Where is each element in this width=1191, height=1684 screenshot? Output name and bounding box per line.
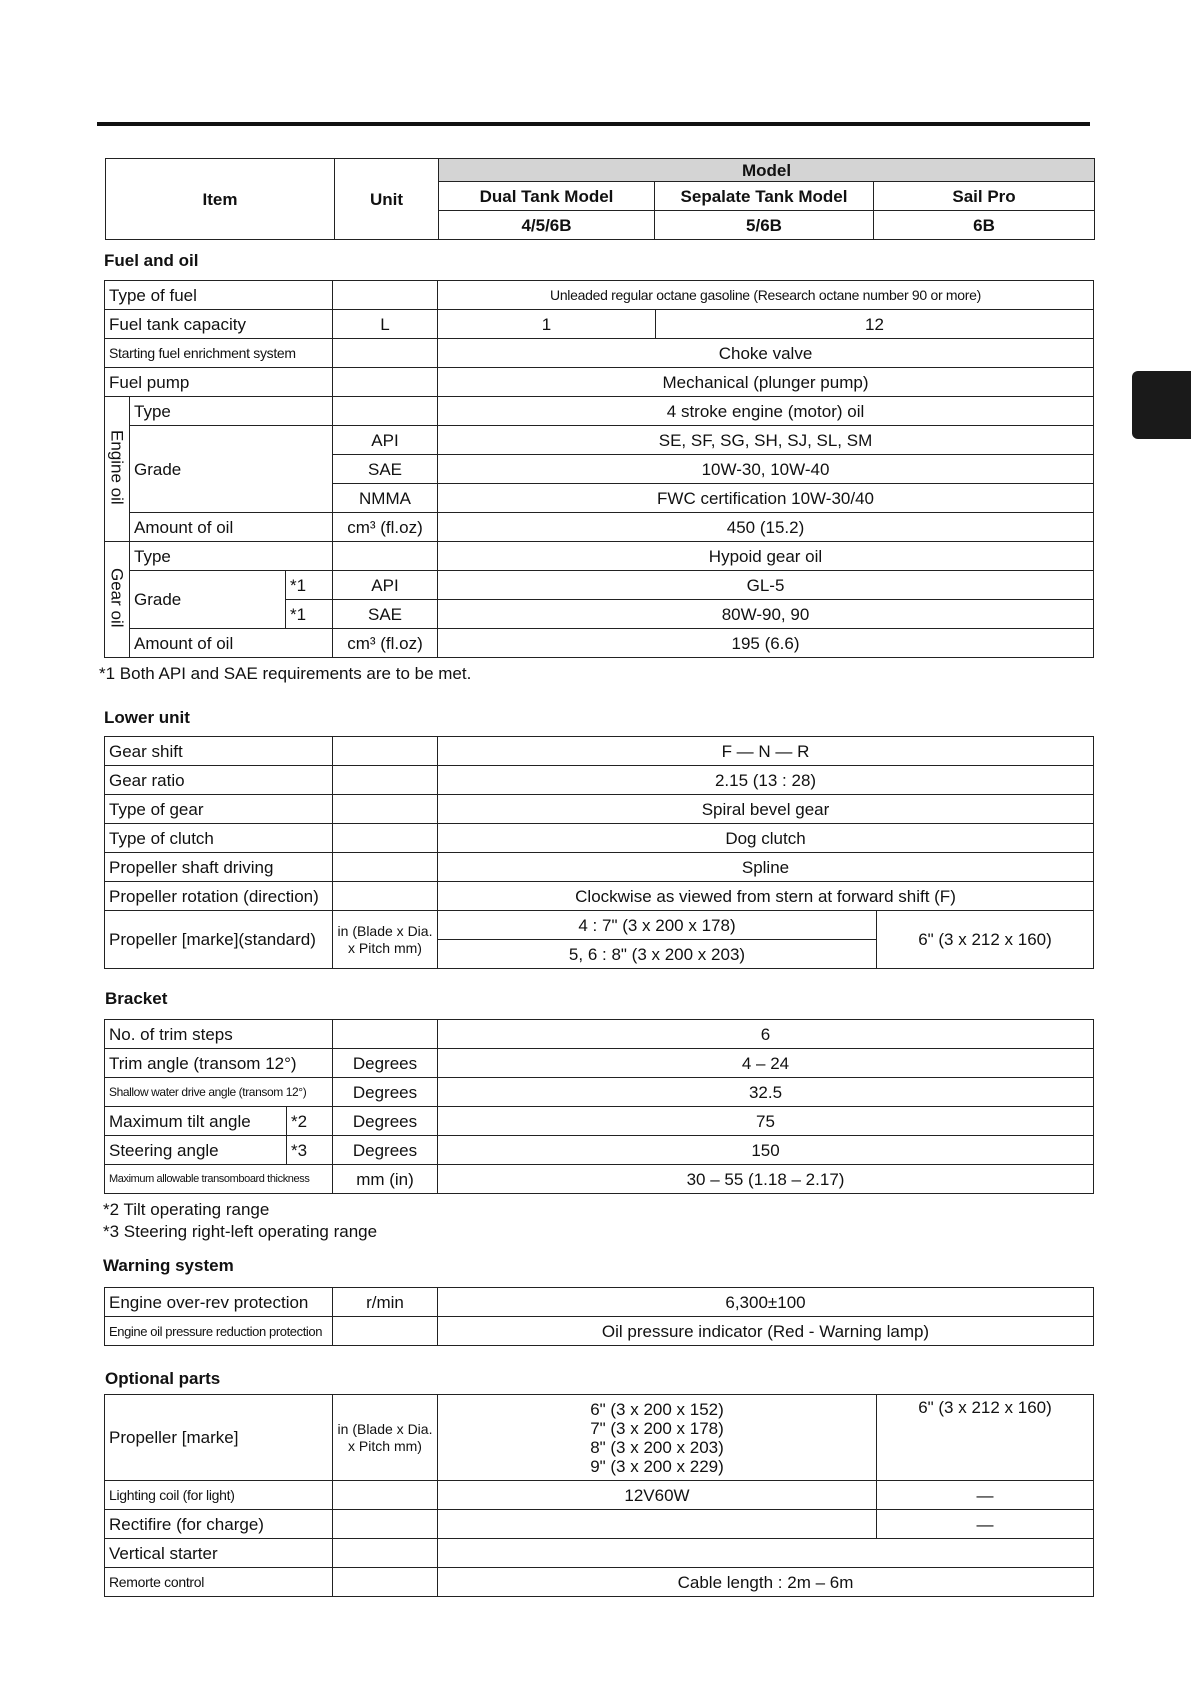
steering-mark: *3 xyxy=(287,1136,333,1165)
gear-shift-value: F — N — R xyxy=(438,737,1094,766)
engine-oil-amount-label: Amount of oil xyxy=(130,513,333,542)
trim-steps-value: 6 xyxy=(438,1020,1094,1049)
engine-oil-nmma-unit: NMMA xyxy=(333,484,438,513)
fuel-oil-table xyxy=(104,280,1094,658)
header-sail-variants: 6B xyxy=(874,211,1095,240)
section-title-bracket: Bracket xyxy=(105,989,168,1008)
shallow-value: 32.5 xyxy=(438,1078,1094,1107)
rectifire-label: Rectifire (for charge) xyxy=(105,1510,333,1539)
lighting-label: Lighting coil (for light) xyxy=(105,1481,333,1510)
gear-oil-api-unit: API xyxy=(333,571,438,600)
gear-ratio-label: Gear ratio xyxy=(105,766,333,795)
engine-oil-api-unit: API xyxy=(333,426,438,455)
warning-table xyxy=(104,1287,1094,1346)
gear-oil-grade-label: Grade xyxy=(130,571,286,629)
trim-steps-label: No. of trim steps xyxy=(105,1020,333,1049)
fuel-pump-label: Fuel pump xyxy=(105,368,333,397)
gear-oil-type-value: Hypoid gear oil xyxy=(438,542,1094,571)
opt-propeller-value: 8" (3 x 200 x 203) xyxy=(590,1437,724,1457)
fuel-pump-value: Mechanical (plunger pump) xyxy=(438,368,1094,397)
gear-ratio-value: 2.15 (13 : 28) xyxy=(438,766,1094,795)
type-of-clutch-value: Dog clutch xyxy=(438,824,1094,853)
opt-propeller-label: Propeller [marke] xyxy=(105,1395,333,1481)
type-of-fuel-value: Unleaded regular octane gasoline (Research octane number 90 or more) xyxy=(438,281,1094,310)
gear-oil-sae-mark: *1 xyxy=(286,600,333,629)
section-title-optional: Optional parts xyxy=(105,1369,221,1388)
gear-oil-sae-unit: SAE xyxy=(333,600,438,629)
tilt-label: Maximum tilt angle xyxy=(105,1107,287,1136)
opt-propeller-value: 7" (3 x 200 x 178) xyxy=(590,1418,724,1438)
overrev-label: Engine over-rev protection xyxy=(105,1288,333,1317)
shallow-unit: Degrees xyxy=(333,1078,438,1107)
gear-shift-label: Gear shift xyxy=(105,737,333,766)
gear-oil-amount-unit: cm³ (fl.oz) xyxy=(333,629,438,658)
oil-pressure-label: Engine oil pressure reduction protection xyxy=(105,1317,333,1346)
header-model: Model xyxy=(439,159,1095,182)
fuel-tank-other: 12 xyxy=(656,310,1094,339)
fuel-tank-label: Fuel tank capacity xyxy=(105,310,333,339)
gear-oil-sae-value: 80W-90, 90 xyxy=(438,600,1094,629)
gear-oil-group: Gear oil xyxy=(105,542,130,658)
steering-label: Steering angle xyxy=(105,1136,287,1165)
bracket-table xyxy=(104,1019,1094,1194)
propeller-value-56: 5, 6 : 8" (3 x 200 x 203) xyxy=(438,940,877,969)
header-sepalate-tank: Sepalate Tank Model xyxy=(655,182,874,211)
tilt-mark: *2 xyxy=(287,1107,333,1136)
type-of-fuel-label: Type of fuel xyxy=(105,281,333,310)
oil-pressure-value: Oil pressure indicator (Red - Warning lamp) xyxy=(438,1317,1094,1346)
opt-propeller-value: 9" (3 x 200 x 229) xyxy=(590,1456,724,1476)
propeller-label: Propeller [marke](standard) xyxy=(105,911,333,969)
opt-propeller-value: 6" (3 x 200 x 152) xyxy=(590,1399,724,1419)
engine-oil-amount-unit: cm³ (fl.oz) xyxy=(333,513,438,542)
header-unit: Unit xyxy=(335,159,439,240)
header-sail-pro: Sail Pro xyxy=(874,182,1095,211)
section-title-fuel-oil: Fuel and oil xyxy=(104,251,199,270)
engine-oil-sae-value: 10W-30, 10W-40 xyxy=(438,455,1094,484)
prop-shaft-value: Spline xyxy=(438,853,1094,882)
section-title-warning: Warning system xyxy=(103,1256,234,1275)
gear-oil-api-value: GL-5 xyxy=(438,571,1094,600)
trim-angle-unit: Degrees xyxy=(333,1049,438,1078)
type-of-gear-label: Type of gear xyxy=(105,795,333,824)
transom-label: Maximum allowable transomboard thickness xyxy=(105,1165,333,1194)
overrev-unit: r/min xyxy=(333,1288,438,1317)
lighting-value: 12V60W xyxy=(438,1481,877,1510)
header-dual-tank: Dual Tank Model xyxy=(439,182,655,211)
header-sepalate-variants: 5/6B xyxy=(655,211,874,240)
engine-oil-amount-value: 450 (15.2) xyxy=(438,513,1094,542)
lower-unit-table xyxy=(104,736,1094,969)
header-dual-variants: 4/5/6B xyxy=(439,211,655,240)
starting-fuel-value: Choke valve xyxy=(438,339,1094,368)
tilt-value: 75 xyxy=(438,1107,1094,1136)
optional-table xyxy=(104,1394,1094,1597)
header-item: Item xyxy=(106,159,335,240)
engine-oil-nmma-value: FWC certification 10W-30/40 xyxy=(438,484,1094,513)
engine-oil-grade-label: Grade xyxy=(130,426,333,513)
prop-rotation-value: Clockwise as viewed from stern at forward shift (F) xyxy=(438,882,1094,911)
remote-control-label: Remorte control xyxy=(105,1568,333,1597)
footnote-3: *3 Steering right-left operating range xyxy=(103,1222,378,1241)
gear-oil-amount-value: 195 (6.6) xyxy=(438,629,1094,658)
gear-oil-amount-label: Amount of oil xyxy=(130,629,333,658)
steering-unit: Degrees xyxy=(333,1136,438,1165)
trim-angle-value: 4 – 24 xyxy=(438,1049,1094,1078)
remote-control-value: Cable length : 2m – 6m xyxy=(438,1568,1094,1597)
transom-value: 30 – 55 (1.18 – 2.17) xyxy=(438,1165,1094,1194)
tilt-unit: Degrees xyxy=(333,1107,438,1136)
propeller-unit: in (Blade x Dia. x Pitch mm) xyxy=(333,911,438,969)
steering-value: 150 xyxy=(438,1136,1094,1165)
gear-oil-type-label: Type xyxy=(130,542,333,571)
propeller-value-4: 4 : 7" (3 x 200 x 178) xyxy=(438,911,877,940)
shallow-label: Shallow water drive angle (transom 12°) xyxy=(105,1078,333,1107)
section-tab xyxy=(1132,371,1191,439)
engine-oil-type-label: Type xyxy=(130,397,333,426)
type-of-gear-value: Spiral bevel gear xyxy=(438,795,1094,824)
engine-oil-api-value: SE, SF, SG, SH, SJ, SL, SM xyxy=(438,426,1094,455)
gear-oil-api-mark: *1 xyxy=(286,571,333,600)
fuel-tank-unit: L xyxy=(333,310,438,339)
lighting-sail: — xyxy=(877,1481,1094,1510)
vertical-starter-label: Vertical starter xyxy=(105,1539,333,1568)
engine-oil-group: Engine oil xyxy=(105,397,130,542)
opt-propeller-sail: 6" (3 x 212 x 160) xyxy=(877,1395,1094,1481)
top-rule xyxy=(97,122,1090,126)
type-of-clutch-label: Type of clutch xyxy=(105,824,333,853)
propeller-sail-value: 6" (3 x 212 x 160) xyxy=(877,911,1094,969)
opt-propeller-values xyxy=(438,1395,877,1481)
trim-angle-label: Trim angle (transom 12°) xyxy=(105,1049,333,1078)
footnote-1: *1 Both API and SAE requirements are to be met. xyxy=(99,664,472,683)
engine-oil-sae-unit: SAE xyxy=(333,455,438,484)
opt-propeller-unit: in (Blade x Dia. x Pitch mm) xyxy=(333,1395,438,1481)
prop-shaft-label: Propeller shaft driving xyxy=(105,853,333,882)
starting-fuel-label: Starting fuel enrichment system xyxy=(105,339,333,368)
overrev-value: 6,300±100 xyxy=(438,1288,1094,1317)
fuel-tank-dual: 1 xyxy=(438,310,656,339)
model-header-table xyxy=(105,158,1095,240)
prop-rotation-label: Propeller rotation (direction) xyxy=(105,882,333,911)
rectifire-sail: — xyxy=(877,1510,1094,1539)
section-title-lower-unit: Lower unit xyxy=(104,708,190,727)
transom-unit: mm (in) xyxy=(333,1165,438,1194)
footnote-2: *2 Tilt operating range xyxy=(103,1200,270,1219)
engine-oil-type-value: 4 stroke engine (motor) oil xyxy=(438,397,1094,426)
